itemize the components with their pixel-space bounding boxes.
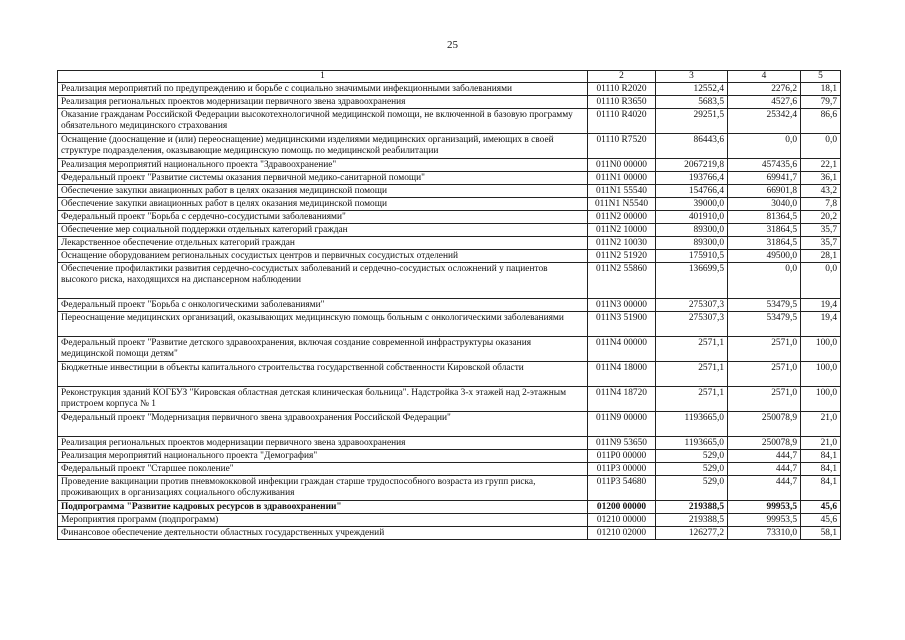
row-code-cell: 011N4 00000 xyxy=(588,337,656,362)
row-percent-cell: 21,0 xyxy=(801,437,841,450)
table-row xyxy=(58,299,841,312)
row-planned-cell: 126277,2 xyxy=(656,527,728,540)
table-row xyxy=(58,450,841,463)
row-planned-cell: 529,0 xyxy=(656,463,728,476)
row-percent-cell: 22,1 xyxy=(801,159,841,172)
row-executed-cell: 0,0 xyxy=(728,134,801,159)
column-header-1: 1 xyxy=(58,71,588,83)
page-number: 25 xyxy=(447,39,458,51)
row-code-cell: 011N4 18000 xyxy=(588,362,656,387)
row-name-cell: Мероприятия программ (подпрограмм) xyxy=(58,514,588,527)
row-executed-cell: 444,7 xyxy=(728,476,801,501)
row-percent-cell: 18,1 xyxy=(801,83,841,96)
row-executed-cell: 31864,5 xyxy=(728,224,801,237)
row-name-cell: Федеральный проект "Модернизация первичного звена здравоохранения Российской Федерации" xyxy=(58,412,588,437)
row-code-cell: 011N2 10030 xyxy=(588,237,656,250)
row-name-cell: Реконструкция зданий КОГБУЗ "Кировская областная детская клиническая больница". Надстройка 3-х этажей над 2-этажным пристроем корпуса № 1 xyxy=(58,387,588,412)
row-code-cell: 011N1 00000 xyxy=(588,172,656,185)
table-row xyxy=(58,237,841,250)
row-name-cell: Бюджетные инвестиции в объекты капитального строительства государственной собственности Кировской области xyxy=(58,362,588,387)
table-row xyxy=(58,224,841,237)
table-row xyxy=(58,437,841,450)
row-percent-cell: 100,0 xyxy=(801,362,841,387)
row-planned-cell: 89300,0 xyxy=(656,237,728,250)
row-name-cell: Обеспечение профилактики развития сердечно-сосудистых заболеваний и сердечно-сосудистых осложнений у пациентов высокого риска, находящихся на диспансерном наблюдении xyxy=(58,263,588,299)
row-name-cell: Обеспечение закупки авиационных работ в целях оказания медицинской помощи xyxy=(58,185,588,198)
row-planned-cell: 1193665,0 xyxy=(656,437,728,450)
row-percent-cell: 21,0 xyxy=(801,412,841,437)
row-percent-cell: 19,4 xyxy=(801,312,841,337)
table-row xyxy=(58,159,841,172)
row-planned-cell: 2571,1 xyxy=(656,362,728,387)
table-row xyxy=(58,362,841,387)
row-name-cell: Оказание гражданам Российской Федерации высокотехнологичной медицинской помощи, не включенной в базовую программу обязательного медицинского страхования xyxy=(58,109,588,134)
row-percent-cell: 45,6 xyxy=(801,501,841,514)
row-executed-cell: 81364,5 xyxy=(728,211,801,224)
row-executed-cell: 2276,2 xyxy=(728,83,801,96)
row-planned-cell: 275307,3 xyxy=(656,299,728,312)
table-row xyxy=(58,514,841,527)
row-planned-cell: 2571,1 xyxy=(656,337,728,362)
row-name-cell: Обеспечение закупки авиационных работ в целях оказания медицинской помощи xyxy=(58,198,588,211)
row-executed-cell: 0,0 xyxy=(728,263,801,299)
row-code-cell: 011N3 00000 xyxy=(588,299,656,312)
row-name-cell: Проведение вакцинации против пневмококковой инфекции граждан старше трудоспособного возраста из групп риска, проживающих в организациях социального обслуживания xyxy=(58,476,588,501)
column-header-5: 5 xyxy=(801,71,841,83)
row-name-cell: Федеральный проект "Старшее поколение" xyxy=(58,463,588,476)
row-name-cell: Оснащение оборудованием региональных сосудистых центров и первичных сосудистых отделений xyxy=(58,250,588,263)
row-code-cell: 01200 00000 xyxy=(588,501,656,514)
row-planned-cell: 1193665,0 xyxy=(656,412,728,437)
row-name-cell: Переоснащение медицинских организаций, оказывающих медицинскую помощь больным с онкологическими заболеваниями xyxy=(58,312,588,337)
column-header-4: 4 xyxy=(728,71,801,83)
row-planned-cell: 29251,5 xyxy=(656,109,728,134)
row-planned-cell: 275307,3 xyxy=(656,312,728,337)
row-planned-cell: 219388,5 xyxy=(656,501,728,514)
table-row xyxy=(58,312,841,337)
row-executed-cell: 53479,5 xyxy=(728,312,801,337)
row-planned-cell: 529,0 xyxy=(656,450,728,463)
row-executed-cell: 49500,0 xyxy=(728,250,801,263)
row-planned-cell: 529,0 xyxy=(656,476,728,501)
row-code-cell: 011N9 53650 xyxy=(588,437,656,450)
row-name-cell: Лекарственное обеспечение отдельных категорий граждан xyxy=(58,237,588,250)
row-planned-cell: 12552,4 xyxy=(656,83,728,96)
row-executed-cell: 69941,7 xyxy=(728,172,801,185)
row-percent-cell: 86,6 xyxy=(801,109,841,134)
row-planned-cell: 2067219,8 xyxy=(656,159,728,172)
table-row xyxy=(58,527,841,540)
row-name-cell: Обеспечение мер социальной поддержки отдельных категорий граждан xyxy=(58,224,588,237)
table-row xyxy=(58,463,841,476)
row-code-cell: 011N9 00000 xyxy=(588,412,656,437)
row-planned-cell: 89300,0 xyxy=(656,224,728,237)
row-code-cell: 01110 R2020 xyxy=(588,83,656,96)
row-executed-cell: 250078,9 xyxy=(728,437,801,450)
column-header-2: 2 xyxy=(588,71,656,83)
row-planned-cell: 175910,5 xyxy=(656,250,728,263)
table-row xyxy=(58,250,841,263)
row-code-cell: 011P0 00000 xyxy=(588,450,656,463)
row-name-cell: Федеральный проект "Развитие системы оказания первичной медико-санитарной помощи" xyxy=(58,172,588,185)
row-code-cell: 011N1 N5540 xyxy=(588,198,656,211)
row-name-cell: Финансовое обеспечение деятельности областных государственных учреждений xyxy=(58,527,588,540)
table-row xyxy=(58,501,841,514)
table-row xyxy=(58,387,841,412)
table-row xyxy=(58,263,841,299)
row-code-cell: 011N0 00000 xyxy=(588,159,656,172)
row-planned-cell: 219388,5 xyxy=(656,514,728,527)
row-code-cell: 01210 02000 xyxy=(588,527,656,540)
row-percent-cell: 84,1 xyxy=(801,450,841,463)
table-row xyxy=(58,185,841,198)
row-name-cell: Реализация региональных проектов модернизации первичного звена здравоохранения xyxy=(58,437,588,450)
budget-execution-table xyxy=(57,70,841,540)
row-percent-cell: 19,4 xyxy=(801,299,841,312)
row-name-cell: Подпрограмма "Развитие кадровых ресурсов в здравоохранении" xyxy=(58,501,588,514)
row-percent-cell: 35,7 xyxy=(801,237,841,250)
row-percent-cell: 84,1 xyxy=(801,463,841,476)
row-code-cell: 01110 R3650 xyxy=(588,96,656,109)
table-row xyxy=(58,172,841,185)
row-executed-cell: 31864,5 xyxy=(728,237,801,250)
column-header-3: 3 xyxy=(656,71,728,83)
row-code-cell: 011N4 18720 xyxy=(588,387,656,412)
row-name-cell: Реализация мероприятий национального проекта "Демография" xyxy=(58,450,588,463)
table-row xyxy=(58,109,841,134)
row-percent-cell: 28,1 xyxy=(801,250,841,263)
table-row xyxy=(58,476,841,501)
row-percent-cell: 20,2 xyxy=(801,211,841,224)
row-name-cell: Реализация региональных проектов модернизации первичного звена здравоохранения xyxy=(58,96,588,109)
row-executed-cell: 25342,4 xyxy=(728,109,801,134)
row-code-cell: 011N2 10000 xyxy=(588,224,656,237)
row-percent-cell: 45,6 xyxy=(801,514,841,527)
row-planned-cell: 136699,5 xyxy=(656,263,728,299)
row-code-cell: 011N3 51900 xyxy=(588,312,656,337)
row-executed-cell: 3040,0 xyxy=(728,198,801,211)
row-executed-cell: 444,7 xyxy=(728,450,801,463)
row-percent-cell: 100,0 xyxy=(801,387,841,412)
row-name-cell: Оснащение (дооснащение и (или) переоснащение) медицинскими изделиями медицинских организаций, имеющих в своей структуре подразделения, оказывающие медицинскую помощь по медицинской реабилитации xyxy=(58,134,588,159)
column-number-row xyxy=(58,71,841,83)
row-executed-cell: 66901,8 xyxy=(728,185,801,198)
table-row xyxy=(58,83,841,96)
row-code-cell: 01110 R7520 xyxy=(588,134,656,159)
row-percent-cell: 36,1 xyxy=(801,172,841,185)
row-executed-cell: 2571,0 xyxy=(728,387,801,412)
table-row xyxy=(58,198,841,211)
row-percent-cell: 58,1 xyxy=(801,527,841,540)
row-percent-cell: 100,0 xyxy=(801,337,841,362)
row-percent-cell: 43,2 xyxy=(801,185,841,198)
row-executed-cell: 457435,6 xyxy=(728,159,801,172)
row-executed-cell: 99953,5 xyxy=(728,514,801,527)
row-name-cell: Реализация мероприятий национального проекта "Здравоохранение" xyxy=(58,159,588,172)
row-planned-cell: 39000,0 xyxy=(656,198,728,211)
table-row xyxy=(58,337,841,362)
table-row xyxy=(58,134,841,159)
row-name-cell: Федеральный проект "Борьба с сердечно-сосудистыми заболеваниями" xyxy=(58,211,588,224)
row-code-cell: 01210 00000 xyxy=(588,514,656,527)
row-code-cell: 011P3 54680 xyxy=(588,476,656,501)
table-row xyxy=(58,96,841,109)
row-code-cell: 011N2 00000 xyxy=(588,211,656,224)
table-row xyxy=(58,412,841,437)
row-planned-cell: 193766,4 xyxy=(656,172,728,185)
row-executed-cell: 4527,6 xyxy=(728,96,801,109)
row-name-cell: Реализация мероприятий по предупреждению и борьбе с социально значимыми инфекционными заболеваниями xyxy=(58,83,588,96)
row-planned-cell: 2571,1 xyxy=(656,387,728,412)
row-executed-cell: 53479,5 xyxy=(728,299,801,312)
row-code-cell: 011N1 55540 xyxy=(588,185,656,198)
row-planned-cell: 401910,0 xyxy=(656,211,728,224)
row-name-cell: Федеральный проект "Развитие детского здравоохранения, включая создание современной инфраструктуры оказания медицинской помощи детям" xyxy=(58,337,588,362)
row-code-cell: 011N2 55860 xyxy=(588,263,656,299)
row-name-cell: Федеральный проект "Борьба с онкологическими заболеваниями" xyxy=(58,299,588,312)
row-percent-cell: 79,7 xyxy=(801,96,841,109)
row-executed-cell: 99953,5 xyxy=(728,501,801,514)
row-percent-cell: 7,8 xyxy=(801,198,841,211)
row-percent-cell: 0,0 xyxy=(801,263,841,299)
row-code-cell: 01110 R4020 xyxy=(588,109,656,134)
row-percent-cell: 0,0 xyxy=(801,134,841,159)
row-planned-cell: 154766,4 xyxy=(656,185,728,198)
row-executed-cell: 250078,9 xyxy=(728,412,801,437)
row-executed-cell: 2571,0 xyxy=(728,337,801,362)
row-executed-cell: 2571,0 xyxy=(728,362,801,387)
table-row xyxy=(58,211,841,224)
row-planned-cell: 5683,5 xyxy=(656,96,728,109)
row-executed-cell: 73310,0 xyxy=(728,527,801,540)
row-percent-cell: 84,1 xyxy=(801,476,841,501)
row-code-cell: 011N2 51920 xyxy=(588,250,656,263)
row-planned-cell: 86443,6 xyxy=(656,134,728,159)
row-percent-cell: 35,7 xyxy=(801,224,841,237)
row-executed-cell: 444,7 xyxy=(728,463,801,476)
row-code-cell: 011P3 00000 xyxy=(588,463,656,476)
